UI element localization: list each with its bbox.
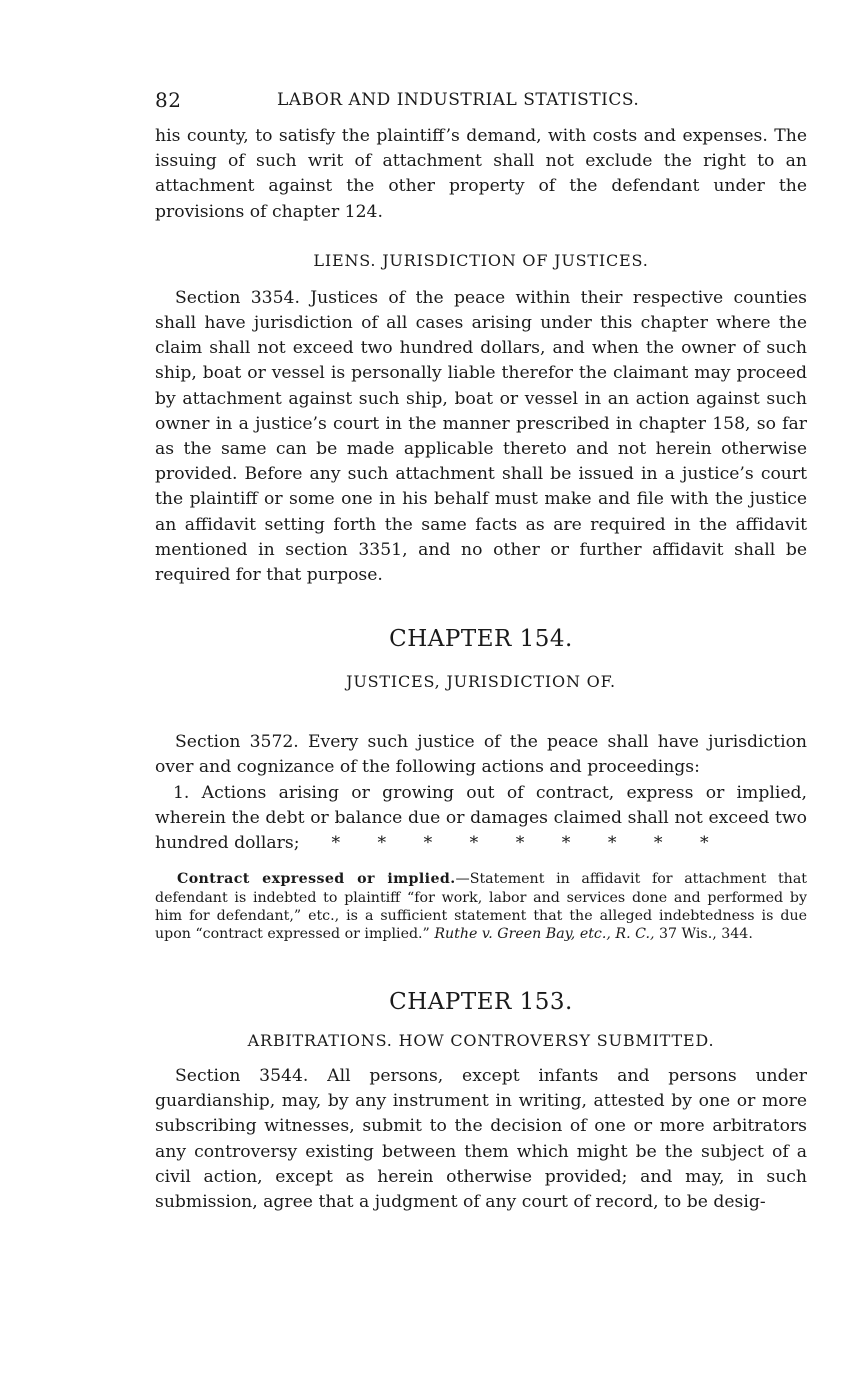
note-text: —Statement in affidavit for attachment that defendant is indebted to plaintiff “for work, labor and services done and performed by him for defendant,” etc., is a sufficient statement that the alleged indebtedness is due upon “contract expressed or implied.” (155, 871, 807, 943)
note-bold-lead: Contract expressed or implied. (177, 871, 456, 888)
section-3544-paragraph: Section 3544. All persons, except infants and persons under guardianship, may, by any instrument in writing, attested by one or more subscribing witnesses, submit to the decision of one or more arbitrators any controversy existing between them which might be the subject of a civil action, except as herein otherwise provided; and may, in such submission, agree that a judgment of any court of record, to be desig- (155, 1065, 807, 1212)
page-number: 82 (155, 88, 182, 112)
intro-paragraph: his county, to satisfy the plaintiff’s demand, with costs and expenses. The issuing of such writ of attachment shall not exclude the right to an attachment against the other property of the defendant under the provisions of chapter 124. (155, 126, 807, 222)
section-3572-item-1 (155, 781, 807, 857)
chapter-153-subtitle: ARBITRATIONS. HOW CONTROVERSY SUBMITTED. (247, 1030, 715, 1050)
section-3354-paragraph: Section 3354. Justices of the peace within their respective counties shall have jurisdiction of all cases arising under this chapter where the claim shall not exceed two hundred dollars, and when the owner of such ship, boat or vessel is personally liable therefor the claimant may proceed by attachment against such ship, boat or vessel in an action against such owner in a justice’s court in the manner prescribed in chapter 158, so far as the same can be made applicable thereto and not herein otherwise provided. Before any such attachment shall be issued in a justice’s court the plaintiff or some one in his behalf must make and file with the justice an affidavit setting forth the same facts as are required in the affidavit mentioned in section 3351, and no other or further affidavit shall be required for that purpose. (155, 287, 807, 586)
liens-heading: LIENS. JURISDICTION OF JUSTICES. (313, 250, 649, 270)
chapter-153-title: CHAPTER 153. (389, 988, 573, 1015)
page-header (155, 88, 807, 118)
note-citation-rest: 37 Wis., 344. (654, 926, 753, 943)
running-title: LABOR AND INDUSTRIAL STATISTICS. (277, 90, 640, 110)
omission-stars: * * * * * * * * * (331, 833, 709, 854)
chapter-154-title: CHAPTER 154. (389, 626, 573, 653)
note-citation: Ruthe v. Green Bay, etc., R. C., (434, 926, 655, 943)
chapter-154-subtitle: JUSTICES, JURISDICTION OF. (346, 672, 616, 692)
item-1-text: 1. Actions arising or growing out of contract, express or implied, wherein the debt or balance due or damages claimed shall not exceed two hundred dollars; (155, 782, 807, 854)
document-page (155, 88, 807, 1215)
annotation-note (155, 870, 807, 944)
section-3572-paragraph: Section 3572. Every such justice of the peace shall have jurisdiction over and cognizance of the following actions and proceedings: (155, 732, 807, 778)
